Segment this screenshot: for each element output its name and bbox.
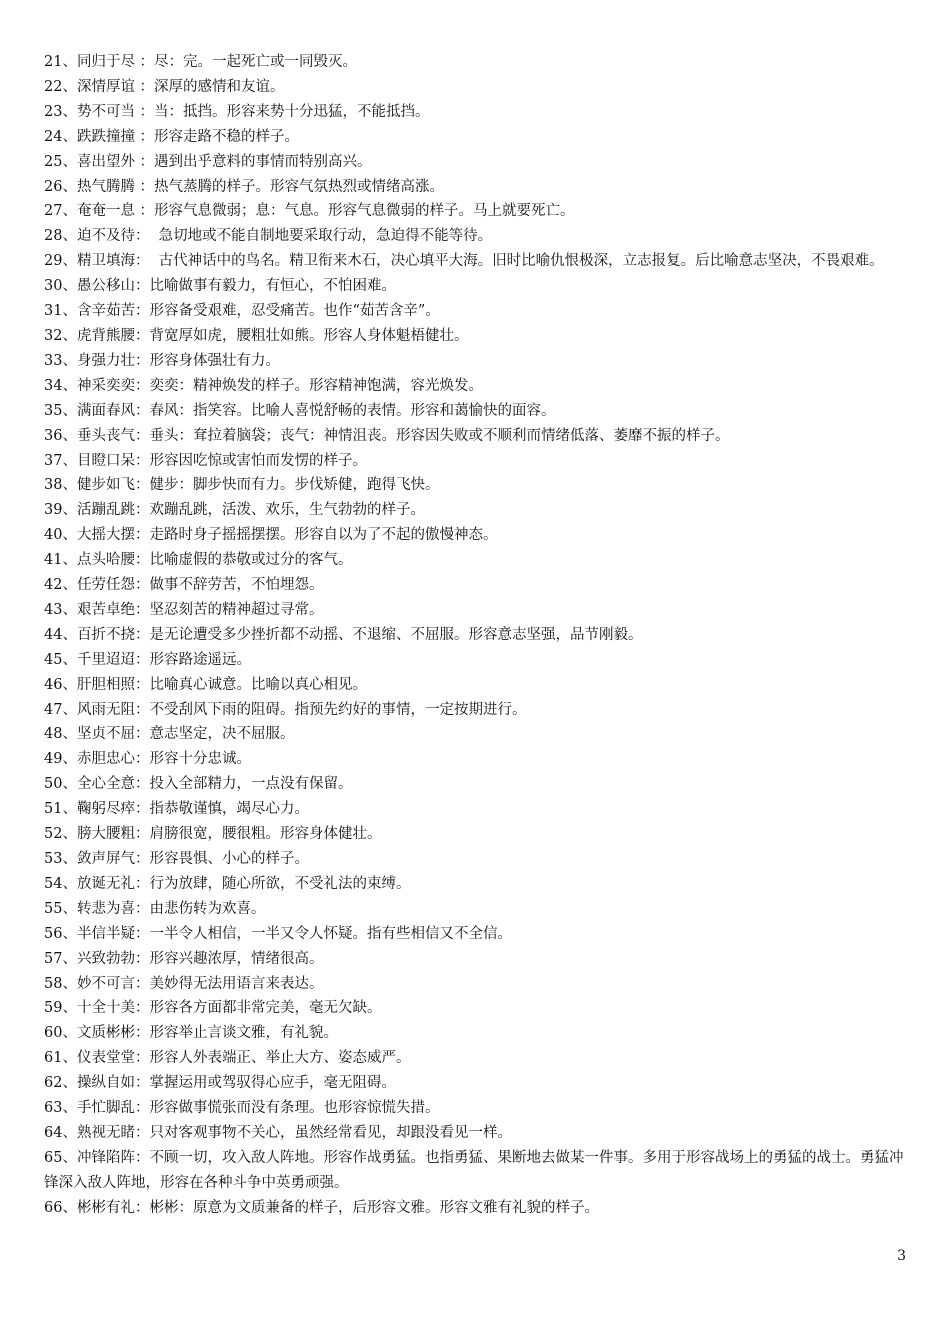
idiom-entry: 46、肝胆相照：比喻真心诚意。比喻以真心相见。 — [44, 676, 367, 693]
idiom-entry: 50、全心全意：投入全部精力，一点没有保留。 — [44, 776, 353, 793]
idiom-entry: 63、手忙脚乱：形容做事慌张而没有条理。也形容惊慌失措。 — [44, 1100, 440, 1117]
idiom-entry: 42、任劳任怨：做事不辞劳苦，不怕埋怨。 — [44, 577, 324, 594]
idiom-entry: 57、兴致勃勃：形容兴趣浓厚，情绪很高。 — [44, 950, 324, 967]
idiom-entry: 25、喜出望外 ：遇到出乎意料的事情而特别高兴。 — [44, 153, 372, 170]
idiom-entry: 23、势不可当 ：当：抵挡。形容来势十分迅猛，不能抵挡。 — [44, 103, 430, 120]
page-number: 3 — [897, 1248, 906, 1264]
idiom-entry: 26、热气腾腾 ：热气蒸腾的样子。形容气氛热烈或情绪高涨。 — [44, 178, 445, 195]
idiom-entry: 61、仪表堂堂：形容人外表端正、举止大方、姿态威严。 — [44, 1050, 411, 1067]
idiom-entry: 64、熟视无睹：只对客观事物不关心，虽然经常看见，却跟没看见一样。 — [44, 1124, 512, 1141]
idiom-entry: 31、含辛茹苦：形容备受艰难，忍受痛苦。也作“茹苦含辛”。 — [44, 303, 440, 320]
idiom-entry: 24、跌跌撞撞 ：形容走路不稳的样子。 — [44, 128, 300, 145]
idiom-entry: 22、深情厚谊 ：深厚的感情和友谊。 — [44, 78, 285, 95]
idiom-entry: 55、转悲为喜：由悲伤转为欢喜。 — [44, 900, 266, 917]
idiom-entry: 38、健步如飞：健步：脚步快而有力。步伐矫健，跑得飞快。 — [44, 477, 440, 494]
idiom-entry: 49、赤胆忠心：形容十分忠诚。 — [44, 751, 251, 768]
idiom-entry: 52、膀大腰粗：肩膀很宽，腰很粗。形容身体健壮。 — [44, 826, 382, 843]
idiom-entry: 33、身强力壮：形容身体强壮有力。 — [44, 352, 280, 369]
idiom-entry: 51、鞠躬尽瘁：指恭敬谨慎，竭尽心力。 — [44, 801, 309, 818]
idiom-entry: 44、百折不挠：是无论遭受多少挫折都不动摇、不退缩、不屈服。形容意志坚强，品节刚毅。 — [44, 626, 643, 643]
idiom-entry: 27、奄奄一息 ：形容气息微弱；息：气息。形容气息微弱的样子。马上就要死亡。 — [44, 203, 575, 220]
idiom-entry: 40、大摇大摆：走路时身子摇摇摆摆。形容自以为了不起的傲慢神态。 — [44, 527, 498, 544]
idiom-entry: 34、神采奕奕：奕奕：精神焕发的样子。形容精神饱满，容光焕发。 — [44, 377, 483, 394]
idiom-entry: 43、艰苦卓绝：坚忍刻苦的精神超过寻常。 — [44, 601, 324, 618]
idiom-list — [44, 50, 910, 1221]
idiom-entry: 30、愚公移山：比喻做事有毅力，有恒心，不怕困难。 — [44, 278, 396, 295]
idiom-entry: 47、风雨无阻：不受刮风下雨的阻碍。指预先约好的事情，一定按期进行。 — [44, 701, 527, 718]
idiom-entry: 54、放诞无礼：行为放肆，随心所欲，不受礼法的束缚。 — [44, 875, 411, 892]
idiom-entry: 56、半信半疑：一半令人相信，一半又令人怀疑。指有些相信又不全信。 — [44, 925, 512, 942]
idiom-entry: 29、精卫填海： 古代神话中的鸟名。精卫衔来木石，决心填平大海。旧时比喻仇恨极深，立志报复。后比喻意志坚决，不畏艰难。 — [44, 253, 884, 270]
idiom-entry: 65、冲锋陷阵：不顾一切，攻入敌人阵地。形容作战勇猛。也指勇猛、果断地去做某一件事。多用于形容战场上的勇猛的战士。勇猛冲锋深入敌人阵地，形容在各种斗争中英勇顽强。 — [44, 1149, 904, 1191]
idiom-entry: 45、千里迢迢：形容路途遥远。 — [44, 651, 251, 668]
idiom-entry: 60、文质彬彬：形容举止言谈文雅，有礼貌。 — [44, 1025, 338, 1042]
idiom-entry: 35、满面春风：春风：指笑容。比喻人喜悦舒畅的表情。形容和蔼愉快的面容。 — [44, 402, 556, 419]
idiom-entry: 48、坚贞不屈：意志坚定，决不屈服。 — [44, 726, 295, 743]
idiom-entry: 28、迫不及待： 急切地或不能自制地要采取行动，急迫得不能等待。 — [44, 228, 493, 245]
idiom-entry: 37、目瞪口呆：形容因吃惊或害怕而发愣的样子。 — [44, 452, 367, 469]
idiom-entry: 53、敛声屏气：形容畏惧、小心的样子。 — [44, 851, 309, 867]
idiom-entry: 59、十全十美：形容各方面都非常完美，毫无欠缺。 — [44, 1000, 382, 1017]
idiom-entry: 62、操纵自如：掌握运用或驾驭得心应手，毫无阻碍。 — [44, 1075, 396, 1092]
idiom-entry: 66、彬彬有礼：彬彬：原意为文质兼备的样子，后形容文雅。形容文雅有礼貌的样子。 — [44, 1199, 599, 1216]
idiom-entry: 39、活蹦乱跳：欢蹦乱跳，活泼、欢乐，生气勃勃的样子。 — [44, 502, 425, 519]
idiom-entry: 58、妙不可言：美妙得无法用语言来表达。 — [44, 975, 324, 992]
idiom-entry: 36、垂头丧气：垂头：耷拉着脑袋；丧气：神情沮丧。形容因失败或不顺利而情绪低落、萎靡不振的样子。 — [44, 427, 730, 444]
idiom-entry: 41、点头哈腰：比喻虚假的恭敬或过分的客气。 — [44, 552, 353, 569]
idiom-entry: 21、同归于尽 ：尽：完。一起死亡或一同毁灭。 — [44, 54, 358, 70]
idiom-entry: 32、虎背熊腰：背宽厚如虎，腰粗壮如熊。形容人身体魁梧健壮。 — [44, 327, 469, 344]
